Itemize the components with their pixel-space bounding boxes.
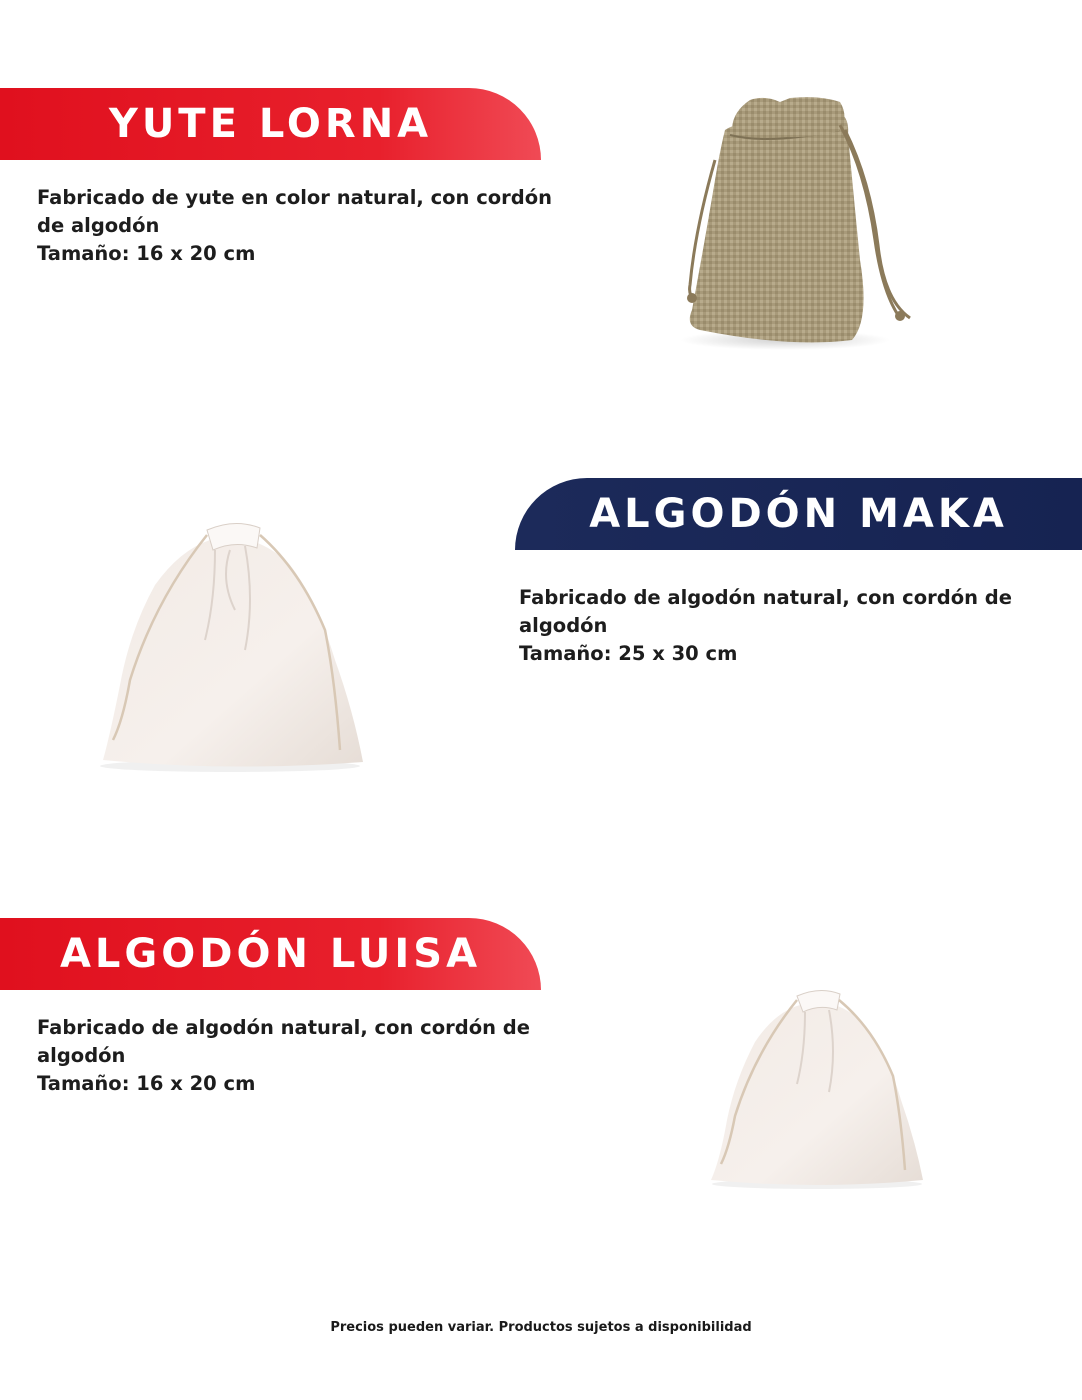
product-title: YUTE LORNA — [108, 101, 433, 147]
cotton-bag-image — [95, 510, 370, 775]
product-title: ALGODÓN LUISA — [59, 931, 482, 977]
product-title-banner — [515, 478, 1082, 550]
footer-disclaimer: Precios pueden variar. Productos sujetos a disponibilidad — [330, 1320, 752, 1335]
product-size: Tamaño: 16 x 20 cm — [37, 242, 256, 265]
product-description: Fabricado de yute en color natural, con cordón de algodón — [37, 186, 553, 237]
product-description: Fabricado de algodón natural, con cordón de algodón — [519, 586, 1012, 637]
product-description-block — [519, 584, 1059, 668]
jute-bag-image — [670, 90, 930, 355]
product-description-block — [37, 184, 577, 268]
product-size: Tamaño: 25 x 30 cm — [519, 642, 738, 665]
product-title-banner — [0, 88, 541, 160]
product-size: Tamaño: 16 x 20 cm — [37, 1072, 256, 1095]
product-description: Fabricado de algodón natural, con cordón de algodón — [37, 1016, 530, 1067]
product-title: ALGODÓN MAKA — [589, 491, 1008, 537]
cotton-bag-image — [705, 980, 930, 1190]
product-description-block — [37, 1014, 577, 1098]
product-title-banner — [0, 918, 541, 990]
